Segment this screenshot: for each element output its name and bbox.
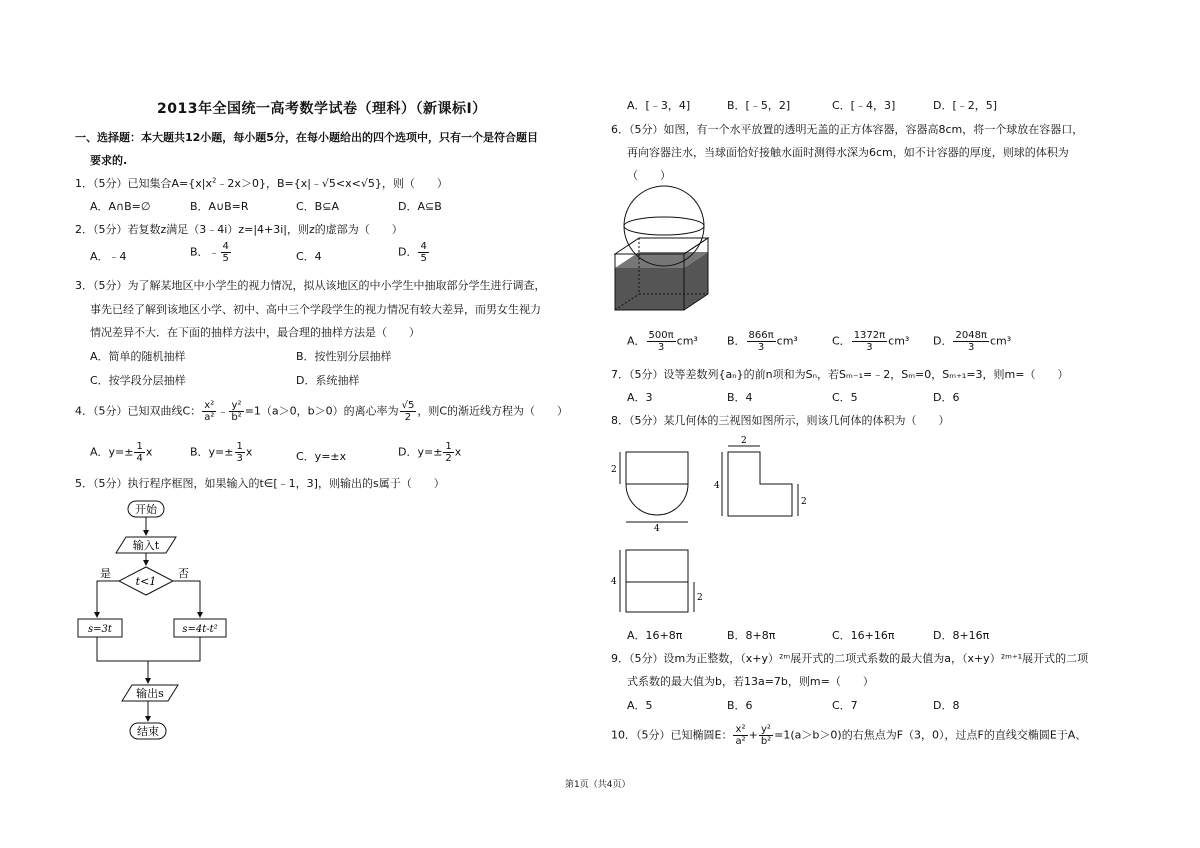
q4-option-a-label: A．y=± xyxy=(90,445,134,459)
q2-option-b-fraction xyxy=(221,241,231,264)
flow-input-label: 输入t xyxy=(132,539,160,552)
q1-option-a: A．A∩B=∅ xyxy=(90,200,151,213)
question-4-text-c: ，则C的渐近线方程为（ ） xyxy=(417,404,569,418)
fraction-numerator: 2048π xyxy=(955,330,987,341)
flow-left-label: s=3t xyxy=(88,624,112,635)
question-7-number: 7．（5分） xyxy=(611,368,664,381)
q2-option-d-label: D． xyxy=(398,245,418,259)
q7-option-a: A．3 xyxy=(627,391,653,404)
fraction-denominator: a² xyxy=(204,412,215,423)
fraction-numerator: 866π xyxy=(748,330,774,341)
q10-plus: + xyxy=(748,728,758,742)
side-view-shape xyxy=(728,452,792,516)
q4-minus: ﹣ xyxy=(217,404,229,418)
fraction-denominator: 2 xyxy=(445,453,452,464)
fraction-denominator: 3 xyxy=(866,342,873,353)
fraction-numerator: 1372π xyxy=(853,330,886,341)
q4-fraction-e xyxy=(400,400,417,423)
q8-option-a: A．16+8π xyxy=(627,629,683,642)
question-8-number: 8．（5分） xyxy=(611,414,664,427)
q4-fraction-y xyxy=(229,400,243,423)
question-10-number: 10．（5分） xyxy=(611,728,671,742)
dim-front-height: 2 xyxy=(611,465,617,475)
fraction-numerator: 500π xyxy=(648,330,674,341)
flow-output-label: 输出s xyxy=(136,687,164,700)
q1-option-c: C．B⊆A xyxy=(296,200,339,213)
q6-option-b-fraction xyxy=(747,330,776,353)
question-1-number: 1．（5分） xyxy=(75,177,128,190)
fraction-numerator: 4 xyxy=(222,241,229,252)
question-7-stem xyxy=(611,366,1068,382)
question-5-number: 5．（5分） xyxy=(75,477,128,490)
q4-option-d-fraction xyxy=(443,441,453,464)
section-header-line2: 要求的. xyxy=(90,154,128,167)
q5-option-d: D．[﹣2，5] xyxy=(933,99,998,112)
q2-option-b-sign: ﹣ xyxy=(208,245,220,259)
question-9-line2: 式系数的最大值为b，若13a=7b，则m=（ ） xyxy=(627,675,874,688)
q4-fraction-x xyxy=(202,400,216,423)
question-8-stem xyxy=(611,412,950,428)
fraction-denominator: 4 xyxy=(136,453,143,464)
question-3-line2: 事先已经了解到该地区小学、初中、高中三个学段学生的视力情况有较大差异，而男女生视力 xyxy=(90,303,541,316)
question-1-stem xyxy=(75,175,448,191)
q8-option-d: D．8+16π xyxy=(933,629,990,642)
q2-option-a: A．﹣4 xyxy=(90,250,127,263)
fraction-denominator: 5 xyxy=(222,253,229,264)
q4-option-d-label: D．y=± xyxy=(398,445,443,459)
fraction-numerator: y² xyxy=(229,400,243,412)
flow-end-label: 结束 xyxy=(137,725,159,738)
fraction-denominator: a² xyxy=(735,736,746,747)
q4-option-a-x: x xyxy=(145,445,153,459)
question-9-number: 9．（5分） xyxy=(611,652,664,665)
q4-option-b-fraction xyxy=(235,441,245,464)
question-7-text: 设等差数列{aₙ}的前n项和为Sₙ，若Sₘ₋₁=﹣2，Sₘ=0，Sₘ₊₁=3，则m=（ ） xyxy=(663,368,1069,381)
question-3-text-1: 为了解某地区中小学生的视力情况，拟从该地区的中小学生中抽取部分学生进行调查， xyxy=(127,279,546,292)
q5-option-b: B．[﹣5，2] xyxy=(727,99,791,112)
question-6-line1 xyxy=(611,121,1083,137)
question-2-stem xyxy=(75,221,403,237)
question-3-line1 xyxy=(75,277,546,293)
question-2-number: 2．（5分） xyxy=(75,223,128,236)
q7-option-b: B．4 xyxy=(727,391,753,404)
flow-condition-label: t<1 xyxy=(135,575,157,588)
page-title: 2013年全国统一高考数学试卷（理科）（新课标Ⅰ） xyxy=(157,101,487,117)
q10-fraction-y xyxy=(759,724,773,747)
q7-option-d: D．6 xyxy=(933,391,960,404)
fraction-numerator: 1 xyxy=(445,441,452,452)
question-6-text-1: 如图，有一个水平放置的透明无盖的正方体容器，容器高8cm，将一个球放在容器口， xyxy=(663,123,1084,136)
question-10-text-b: =1(a＞b＞0)的右焦点为F（3，0），过点F的直线交椭圆E于A、 xyxy=(774,728,1087,742)
q6-option-a-unit: cm³ xyxy=(676,334,698,348)
question-4-text-b: =1（a＞0，b＞0）的离心率为 xyxy=(244,404,399,418)
dim-side-top: 2 xyxy=(741,436,747,446)
q1-option-d: D．A⊆B xyxy=(398,200,442,213)
q1-option-b: B．A∪B=R xyxy=(190,200,249,213)
q8-option-b: B．8+8π xyxy=(727,629,776,642)
top-view-rect xyxy=(626,550,688,612)
q9-option-b: B．6 xyxy=(727,699,753,712)
q5-option-a: A．[﹣3，4] xyxy=(627,99,691,112)
q2-option-b-label: B． xyxy=(190,245,209,259)
fraction-denominator: 2 xyxy=(404,412,412,423)
question-1-text-b: ﹣2x＞0}，B={x|﹣√5<x<√5}，则（ ） xyxy=(216,177,448,190)
sphere-cube-diagram xyxy=(608,180,718,320)
q6-option-d-fraction xyxy=(953,330,988,353)
question-6-line3: （ ） xyxy=(627,169,671,182)
dim-front-width: 4 xyxy=(654,524,660,534)
question-4-number: 4．（5分） xyxy=(75,404,128,418)
q6-option-b-label: B． xyxy=(727,334,746,348)
question-5-text: 执行程序框图，如果输入的t∈[﹣1，3]，则输出的s属于（ ） xyxy=(127,477,445,490)
q5-option-c: C．[﹣4，3] xyxy=(832,99,896,112)
q3-option-b: B．按性别分层抽样 xyxy=(296,350,392,363)
question-8-text: 某几何体的三视图如图所示，则该几何体的体积为（ ） xyxy=(663,414,950,427)
q4-option-b-label: B．y=± xyxy=(190,445,234,459)
q4-option-d-x: x xyxy=(454,445,462,459)
flow-right-label: s=4t-t² xyxy=(182,624,218,635)
question-10-text-a: 已知椭圆E： xyxy=(670,728,733,742)
q9-option-a: A．5 xyxy=(627,699,653,712)
dim-side-lower: 2 xyxy=(801,497,807,507)
question-2-text: 若复数z满足（3﹣4i）z=|4+3i|，则z的虚部为（ ） xyxy=(127,223,403,236)
q3-option-d: D．系统抽样 xyxy=(296,374,360,387)
question-4-text-a: 已知双曲线C： xyxy=(127,404,202,418)
question-1-text-a: 已知集合A={x|x xyxy=(127,177,212,190)
front-view-rect xyxy=(626,452,688,484)
fraction-denominator: 3 xyxy=(657,342,665,353)
q4-option-b xyxy=(190,441,252,464)
q9-option-d: D．8 xyxy=(933,699,960,712)
fraction-numerator: 1 xyxy=(236,441,243,452)
q4-option-c: C．y=±x xyxy=(296,450,347,463)
q4-option-a-fraction xyxy=(134,441,144,464)
fraction-denominator: 3 xyxy=(757,342,765,353)
fraction-denominator: 3 xyxy=(968,342,975,353)
fraction-numerator: x² xyxy=(733,724,747,736)
fraction-numerator: x² xyxy=(202,400,216,412)
q4-option-b-x: x xyxy=(245,445,253,459)
dim-top-height: 4 xyxy=(611,577,617,587)
flow-start-label: 开始 xyxy=(135,503,157,516)
fraction-numerator: y² xyxy=(759,724,773,736)
q7-option-c: C．5 xyxy=(832,391,858,404)
flow-no-label: 否 xyxy=(178,567,189,580)
fraction-denominator: b² xyxy=(231,412,242,423)
fraction-numerator: 4 xyxy=(420,241,427,252)
question-1-square: 2 xyxy=(211,176,217,185)
q4-option-a xyxy=(90,441,152,464)
fraction-denominator: b² xyxy=(760,736,772,747)
fraction-denominator: 3 xyxy=(236,453,243,464)
q2-option-b xyxy=(190,241,232,264)
fraction-numerator: 1 xyxy=(136,441,143,452)
q2-option-c: C．4 xyxy=(296,250,322,263)
dim-top-lower: 2 xyxy=(697,593,703,603)
q6-option-c xyxy=(832,330,909,353)
q6-option-d-unit: cm³ xyxy=(989,334,1012,348)
q3-option-a: A．简单的随机抽样 xyxy=(90,350,186,363)
q3-option-c: C．按学段分层抽样 xyxy=(90,374,186,387)
question-9-text-1: 设m为正整数，（x+y）²ᵐ展开式的二项式系数的最大值为a，（x+y）²ᵐ⁺¹展开式的二项 xyxy=(663,652,1089,665)
q6-option-c-fraction xyxy=(852,330,887,353)
q9-option-c: C．7 xyxy=(832,699,858,712)
question-4-stem xyxy=(75,400,568,423)
q6-option-a-label: A． xyxy=(627,334,646,348)
q6-option-c-label: C． xyxy=(832,334,851,348)
page-footer: 第1页（共4页） xyxy=(565,780,631,790)
q2-option-d-fraction xyxy=(418,241,428,264)
flowchart-diagram xyxy=(70,495,260,745)
fraction-numerator: √5 xyxy=(401,400,415,411)
question-5-stem xyxy=(75,475,445,491)
front-view-semicircle xyxy=(626,484,688,515)
q6-option-a xyxy=(627,330,698,353)
dim-side-height: 4 xyxy=(714,481,720,491)
question-6-number: 6．（5分） xyxy=(611,123,664,136)
q6-option-c-unit: cm³ xyxy=(888,334,910,348)
q6-option-d-label: D． xyxy=(933,334,953,348)
q6-option-b xyxy=(727,330,798,353)
question-6-line2: 再向容器注水，当球面恰好接触水面时测得水深为6cm，如不计容器的厚度，则球的体积为 xyxy=(627,146,1069,159)
q10-fraction-x xyxy=(733,724,747,747)
question-3-number: 3．（5分） xyxy=(75,279,128,292)
q6-option-b-unit: cm³ xyxy=(776,334,798,348)
section-header-line1: 一、选择题：本大题共12小题，每小题5分，在每小题给出的四个选项中，只有一个是符合题目 xyxy=(75,131,538,144)
flow-yes-label: 是 xyxy=(100,567,111,580)
question-9-line1 xyxy=(611,650,1088,666)
q6-option-a-fraction xyxy=(647,330,676,353)
question-10-stem xyxy=(611,724,1086,747)
question-3-line3: 情况差异不大．在下面的抽样方法中，最合理的抽样方法是（ ） xyxy=(90,326,420,339)
q6-option-d xyxy=(933,330,1011,353)
q4-option-d xyxy=(398,441,461,464)
fraction-denominator: 5 xyxy=(420,253,427,264)
q2-option-d xyxy=(398,241,430,264)
q8-option-c: C．16+16π xyxy=(832,629,895,642)
three-view-diagram xyxy=(608,432,818,622)
